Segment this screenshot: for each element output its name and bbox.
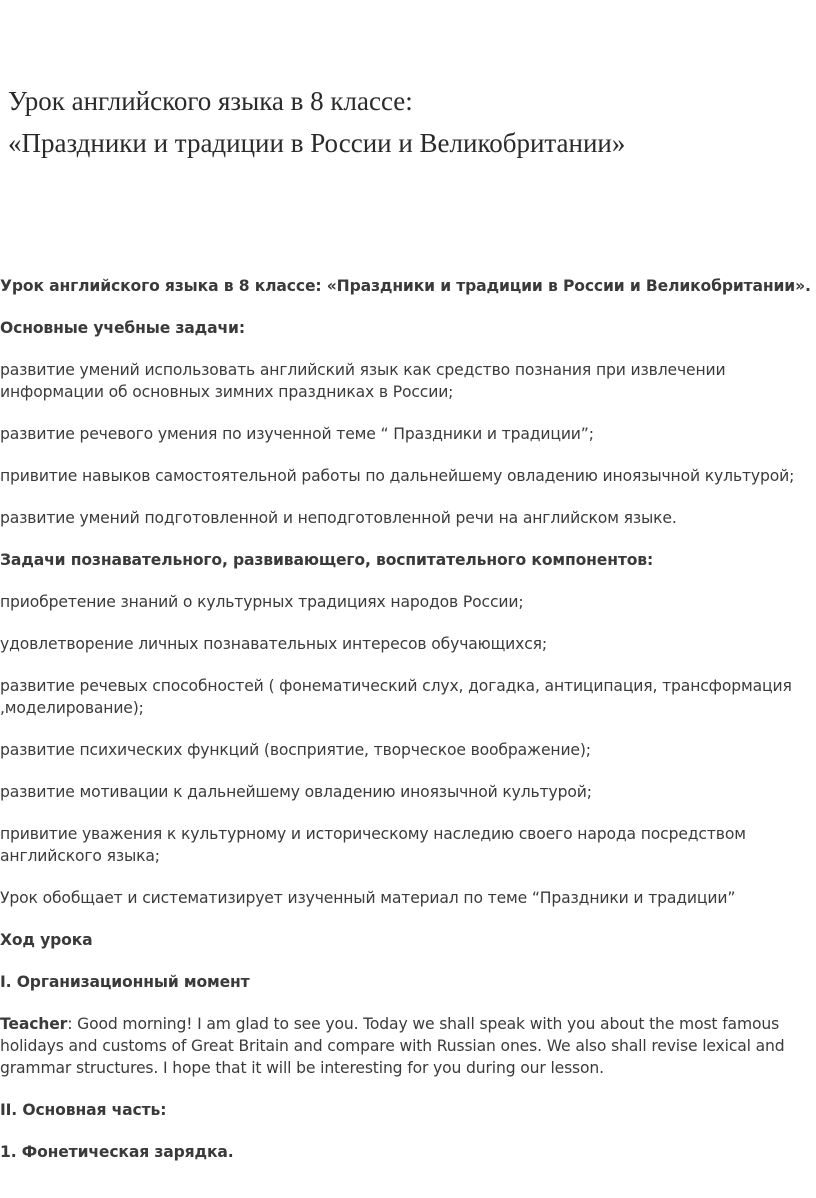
component-item: приобретение знаний о культурных традициях народов России; xyxy=(0,593,524,611)
title-line-1: Урок английского языка в 8 классе: xyxy=(8,86,413,116)
title-line-2: «Праздники и традиции в России и Великобритании» xyxy=(8,128,626,158)
component-item: удовлетворение личных познавательных интересов обучающихся; xyxy=(0,635,547,653)
tasks-heading: Основные учебные задачи: xyxy=(0,319,245,337)
teacher-label: Teacher xyxy=(0,1015,68,1033)
component-item: развитие речевых способностей ( фонематический слух, догадка, антиципация, трансформация ,моделирование); xyxy=(0,677,792,717)
task-item: развитие умений подготовленной и неподготовленной речи на английском языке. xyxy=(0,509,677,527)
task-item: развитие речевого умения по изученной теме “ Праздники и традиции”; xyxy=(0,425,594,443)
component-item: развитие психических функций (восприятие, творческое воображение); xyxy=(0,741,591,759)
task-item: развитие умений использовать английский язык как средство познания при извлечении информации об основных зимних праздниках в России; xyxy=(0,361,726,401)
component-item: развитие мотивации к дальнейшему овладению иноязычной культурой; xyxy=(0,783,592,801)
component-item: привитие уважения к культурному и историческому наследию своего народа посредством английского языка; xyxy=(0,825,746,865)
task-item: привитие навыков самостоятельной работы по дальнейшему овладению иноязычной культурой; xyxy=(0,467,795,485)
summary-text: Урок обобщает и систематизирует изученный материал по теме “Праздники и традиции” xyxy=(0,889,736,907)
components-heading: Задачи познавательного, развивающего, воспитательного компонентов: xyxy=(0,551,654,569)
lesson-progress-heading: Ход урока xyxy=(0,931,93,949)
section-main: II. Основная часть: xyxy=(0,1101,167,1119)
document-title xyxy=(8,80,808,164)
document-body xyxy=(0,275,812,1183)
lesson-heading: Урок английского языка в 8 классе: «Праздники и традиции в России и Великобритании». xyxy=(0,277,811,295)
section-organizational: I. Организационный момент xyxy=(0,973,250,991)
teacher-paragraph xyxy=(0,1013,812,1079)
teacher-text: : Good morning! I am glad to see you. Today we shall speak with you about the most famous holidays and customs of Great Britain and compare with Russian ones. We also shall revise lexical and grammar structures. I hope that it will be interesting for you during our lesson. xyxy=(0,1015,785,1077)
subsection-phonetic: 1. Фонетическая зарядка. xyxy=(0,1143,234,1161)
